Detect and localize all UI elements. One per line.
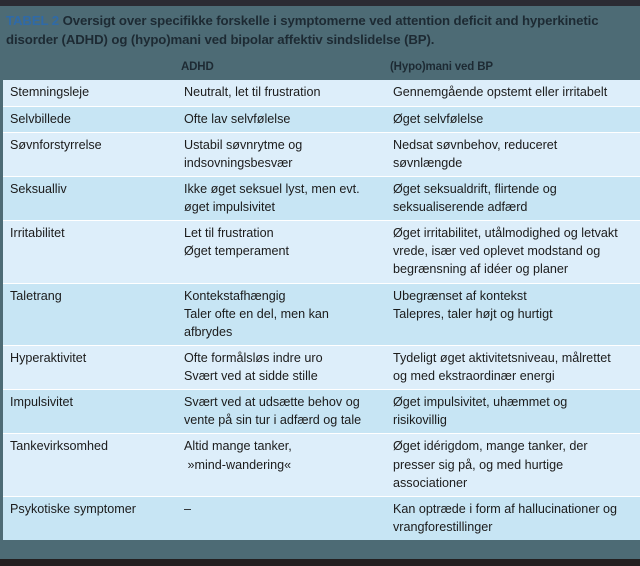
cell-adhd — [170, 180, 378, 216]
cell-text-line: Ikke øget seksuel lyst, men evt. — [184, 181, 360, 196]
cell-text-line: Tydeligt øget aktivitetsniveau, målrettet — [393, 350, 611, 365]
cell-text-line: Taler ofte en del, men kan — [184, 306, 329, 321]
table-number-label: TABEL 2 — [6, 13, 60, 28]
cell-text-line: Ubegrænset af kontekst — [393, 288, 527, 303]
cell-text-line: øget impulsivitet — [184, 200, 275, 215]
cell-text-line: Svært ved at udsætte behov og — [184, 395, 360, 410]
cell-text-line: Øget temperament — [184, 244, 289, 259]
cell-text-line: Øget idérigdom, mange tanker, der — [393, 439, 588, 454]
caption-text: Oversigt over specifikke forskelle i symptomerne ved attention deficit and hyperkinetic disorder (ADHD) og (hypo)mani ved bipolar affektiv sindslidelse (BP). — [6, 13, 599, 47]
table-row — [3, 80, 640, 106]
cell-adhd — [170, 393, 378, 429]
table-row — [3, 346, 640, 390]
cell-text-line: Øget seksualdrift, flirtende og — [393, 181, 557, 196]
cell-bp — [378, 393, 640, 429]
cell-text-line: indsovningsbesvær — [184, 155, 293, 170]
bottom-divider — [0, 559, 640, 566]
cell-text-line: risikovillig — [393, 413, 447, 428]
cell-adhd — [170, 349, 378, 385]
cell-bp — [378, 349, 640, 385]
cell-text-line: associationer — [393, 475, 468, 490]
cell-text-line: Søvnforstyrrelse — [10, 137, 102, 152]
cell-symptom — [3, 349, 170, 385]
cell-text-line: Irritabilitet — [10, 226, 65, 241]
cell-text-line: vrangforestillinger — [393, 519, 493, 534]
table-row — [3, 177, 640, 221]
cell-text-line: presser sig på, og med hurtige — [393, 457, 564, 472]
cell-text-line: Nedsat søvnbehov, reduceret — [393, 137, 558, 152]
cell-text-line: vente på sin tur i adfærd og tale — [184, 413, 362, 428]
cell-symptom — [3, 224, 170, 278]
cell-text-line: Seksualliv — [10, 181, 67, 196]
cell-text-line: Ustabil søvnrytme og — [184, 137, 303, 152]
table-row — [3, 133, 640, 177]
cell-text-line: »mind-wandering« — [184, 457, 292, 472]
cell-text-line: og med ekstraordinær energi — [393, 369, 555, 384]
cell-text-line: Taletrang — [10, 288, 62, 303]
table-row — [3, 284, 640, 346]
cell-symptom — [3, 110, 170, 128]
cell-adhd — [170, 83, 378, 101]
cell-adhd — [170, 136, 378, 172]
cell-bp — [378, 224, 640, 278]
cell-text-line: Let til frustration — [184, 226, 274, 241]
cell-adhd — [170, 287, 378, 341]
cell-bp — [378, 287, 640, 341]
cell-text-line: Impulsivitet — [10, 395, 73, 410]
cell-text-line: Øget impulsivitet, uhæmmet og — [393, 395, 568, 410]
table-column-header-row — [0, 54, 640, 80]
cell-bp — [378, 83, 640, 101]
cell-text-line: Øget irritabilitet, utålmodighed og letvakt — [393, 226, 618, 241]
cell-text-line: Kontekstafhængig — [184, 288, 286, 303]
cell-symptom — [3, 393, 170, 429]
cell-text-line: seksualiserende adfærd — [393, 200, 528, 215]
cell-bp — [378, 437, 640, 491]
cell-text-line: Stemningsleje — [10, 85, 90, 100]
cell-text-line: Kan optræde i form af hallucinationer og — [393, 501, 618, 516]
cell-text-line: Ofte formålsløs indre uro — [184, 350, 323, 365]
cell-text-line: vrede, især ved oplevet modstand og — [393, 244, 601, 259]
table-row — [3, 497, 640, 540]
cell-symptom — [3, 500, 170, 536]
cell-text-line: Øget selvfølelse — [393, 111, 484, 126]
cell-text-line: Neutralt, let til frustration — [184, 85, 321, 100]
column-header-adhd: ADHD — [181, 61, 214, 74]
table-body — [0, 80, 640, 540]
cell-bp — [378, 136, 640, 172]
cell-text-line: Talepres, taler højt og hurtigt — [393, 306, 553, 321]
cell-bp — [378, 500, 640, 536]
cell-text-line: Svært ved at sidde stille — [184, 369, 318, 384]
cell-text-line: Selvbillede — [10, 111, 71, 126]
table-row — [3, 390, 640, 434]
cell-symptom — [3, 180, 170, 216]
cell-text-line: – — [184, 501, 192, 516]
cell-bp — [378, 180, 640, 216]
cell-symptom — [3, 287, 170, 341]
cell-text-line: Ofte lav selvfølelse — [184, 111, 291, 126]
table-caption — [0, 6, 640, 54]
cell-text-line: Gennemgående opstemt eller irritabelt — [393, 85, 608, 100]
cell-symptom — [3, 83, 170, 101]
cell-symptom — [3, 437, 170, 491]
cell-text-line: Altid mange tanker, — [184, 439, 292, 454]
cell-text-line: afbrydes — [184, 324, 233, 339]
cell-text-line: søvnlængde — [393, 155, 463, 170]
column-header-bp: (Hypo)mani ved BP — [390, 61, 493, 74]
cell-text-line: Psykotiske symptomer — [10, 501, 136, 516]
cell-adhd — [170, 437, 378, 491]
table-row — [3, 434, 640, 496]
cell-text-line: Hyperaktivitet — [10, 350, 87, 365]
bottom-band — [0, 540, 640, 559]
cell-bp — [378, 110, 640, 128]
cell-adhd — [170, 224, 378, 278]
cell-symptom — [3, 136, 170, 172]
table-row — [3, 107, 640, 133]
cell-adhd — [170, 500, 378, 536]
table-row — [3, 221, 640, 283]
cell-adhd — [170, 110, 378, 128]
cell-text-line: Tankevirksomhed — [10, 439, 108, 454]
cell-text-line: begrænsning af idéer og planer — [393, 262, 569, 277]
